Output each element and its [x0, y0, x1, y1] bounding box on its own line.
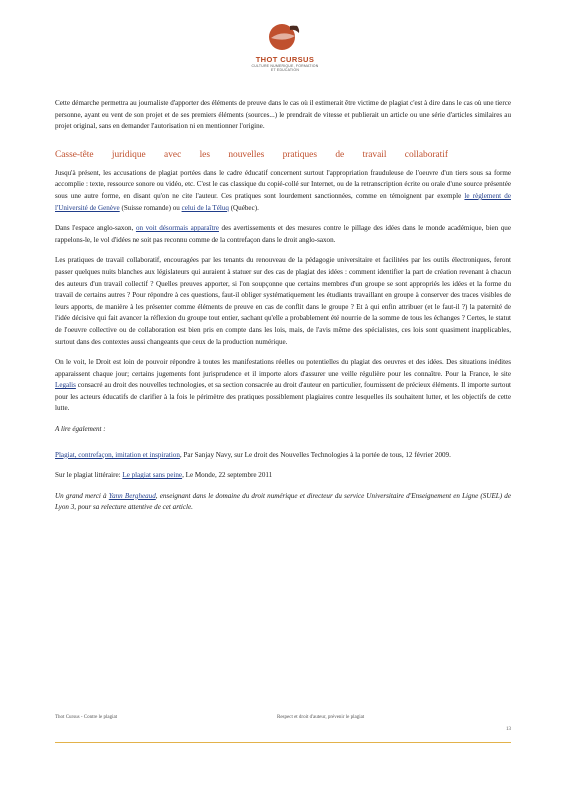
- link-plagiat-contrefacon[interactable]: Plagiat, contrefaçon, imitation et inspiration: [55, 450, 180, 459]
- paragraph-collaborative-work: Les pratiques de travail collaboratif, encouragées par les tenants du renouveau de la pédagogie universitaire et facilitées par les outils électroniques, feront passer quelques nuits blanches aux législateurs qui auraient à statuer sur des cas de plagiat des idées : comment identifier la part de création revenant à chacun des auteurs d'un travail collectif ? Quelles preuves apporter, si l'on soupçonne que certains membres d'un groupe se sont appropriés les idées et la forme du travail de certains autres ? Pour répondre à ces questions, faut-il obliger systématiquement les étudiants travaillant en groupe à conserver des traces visibles de leurs apports, de manière à les présenter comme éléments de preuve en cas de conflit dans le groupe ? Et à qui enfin attribuer (et le faut-il ?) la paternité de l'idée décisive qui fait avancer la réflexion du groupe tout entier, sachant qu'elle a probablement été nourrie de la somme de tous les échanges ? Certes, le statut de l'oeuvre collective ou de collaboration est bien pris en compte dans les lois, mais, de l'avis même des spécialistes, ces lois sont quasiment inapplicables, surtout dans des contextes aussi changeants que ceux de la production numérique.: [55, 256, 511, 346]
- acknowledgement: [55, 491, 511, 514]
- link-universite-geneve[interactable]: le règlement de l'Université de Genève: [55, 191, 511, 212]
- footer-middle-text: Respect et droit d'auteur, prévenir le plagiat: [277, 715, 365, 720]
- paragraph-anglo-saxon: [55, 223, 511, 246]
- acknowledgement-text: , enseignant dans le domaine du droit numérique et directeur du service Universitaire d'Enseignement en Ligne (SUEL) de Lyon 3, pour sa relecture attentive de cet article.: [55, 491, 511, 512]
- logo-name: THOT CURSUS: [255, 55, 315, 64]
- paragraph-plagiarism-education: [55, 168, 511, 214]
- paragraph-text: consacré au droit des nouvelles technologies, et sa section consacrée au droit d'auteur en particulier, fournissent de précieux éléments. Il importe surtout pour les acteurs éducatifs de clarifier à la fois le périmètre des pratiques possiblement plagiaires contre lesquelles ils souhaitent lutter, et les objectifs de cette lutte.: [55, 381, 511, 413]
- acknowledgement-text: Un grand merci à: [55, 491, 109, 500]
- logo-icon: [268, 20, 302, 54]
- paragraph-text: On le voit, le Droit est loin de pouvoir répondre à toutes les manifestations réelles ou potentielles du plagiat des oeuvres et des idées. Des situations inédites apparaissent chaque jour; certains jugements font jurisprudence et il importe alors d'assurer une veille régulière pour les connaître. Pour la France, le site: [55, 358, 511, 378]
- footer-divider: [55, 742, 511, 743]
- intro-paragraph: Cette démarche permettra au journaliste d'apporter des éléments de preuve dans le cas où il estimerait être victime de plagiat c'est à dire dans le cas où une tierce personne, ayant eu vent de son projet et de ses premiers éléments (sources...) le prendrait de vitesse et publierait un article ou une série d'articles similaires au projet original, sans en demander l'autorisation ni en mentionner l'origine.: [55, 99, 511, 131]
- paragraph-law-limits: [55, 357, 511, 415]
- section-heading: Casse-tête juridique avec les nouvelles pratiques de travail collaboratif: [55, 149, 449, 160]
- paragraph-text: des avertissements et des mesures contre le pillage des idées dans le monde académique, bien que rappelons-le, le vol d'idées ne soit pas reconnu comme de la contrefaçon dans le droit anglo-saxon.: [55, 224, 512, 244]
- footer-left-text: Thot Cursus - Contre le plagiat: [55, 715, 118, 720]
- article-body: [55, 98, 511, 523]
- page-number: 13: [506, 727, 511, 732]
- paragraph-text: Jusqu'à présent, les accusations de plagiat portées dans le cadre éducatif concernent surtout l'appropriation frauduleuse de l'oeuvre d'un tiers sous sa forme accomplie : texte, ressource sonore ou vidéo, etc. C'est le cas classique du copié-collé sur Internet, ou de la retranscription écrite ou orale d'une source présentée sous une autre forme, en disant qu'on ne cite l'auteur. Ces pratiques sont lourdement sanctionnées, comme en témoignent par exemple: [55, 168, 511, 200]
- thot-cursus-logo: [250, 20, 320, 78]
- reference-text: , Par Sanjay Navy, sur Le droit des Nouvelles Technologies à la portée de tous, 12 février 2009.: [179, 450, 451, 459]
- logo-tagline: CULTURE NUMERIQUE, FORMATION ET EDUCATION: [251, 64, 319, 72]
- paragraph-text: (Québec).: [228, 203, 259, 212]
- link-plagiat-sans-peine[interactable]: Le plagiat sans peine: [122, 471, 183, 480]
- link-on-voit-apparaitre[interactable]: on voit désormais apparaître: [135, 224, 219, 233]
- see-also-label: A lire également :: [55, 425, 106, 434]
- paragraph-text: Dans l'espace anglo-saxon,: [55, 224, 136, 233]
- reference-text: Sur le plagiat littéraire:: [55, 471, 123, 480]
- reference-1: [55, 450, 511, 462]
- reference-2: [55, 470, 511, 482]
- link-teluq[interactable]: celui de la Téluq: [181, 203, 229, 212]
- reference-text: , Le Monde, 22 septembre 2011: [182, 471, 273, 480]
- link-legalis[interactable]: Legalis: [55, 381, 76, 390]
- link-yann-bergheaud[interactable]: Yann Bergheaud: [108, 491, 156, 500]
- paragraph-text: (Suisse romande) ou: [119, 203, 182, 212]
